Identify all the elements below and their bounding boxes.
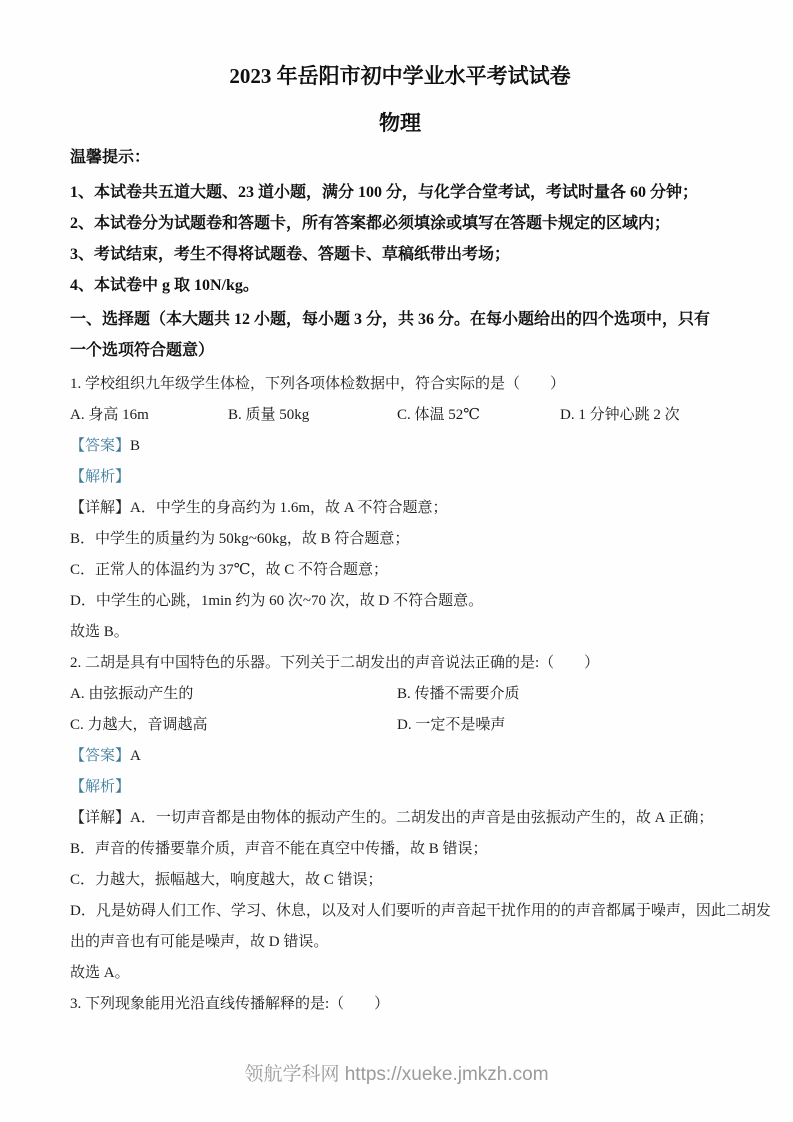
question-2-answer-line (70, 741, 730, 772)
question-2-option-d: D. 一定不是噪声 (397, 717, 506, 733)
question-2-option-a: A. 由弦振动产生的 (70, 686, 194, 702)
question-2-options-row-2 (70, 710, 730, 741)
question-1-answer-line (70, 431, 730, 462)
question-3-stem: 3. 下列现象能用光沿直线传播解释的是:（ ） (70, 996, 390, 1012)
answer-label: 【答案】 (70, 748, 131, 764)
question-2-explanation-b: B．声音的传播要靠介质，声音不能在真空中传播，故 B 错误； (70, 841, 488, 857)
notice-item-4: 4、本试卷中 g 取 10N/kg。 (70, 277, 259, 294)
section-heading-line-2: 一个选项符合题意） (70, 342, 215, 359)
answer-label: 【答案】 (70, 438, 131, 454)
question-1-analysis-label (70, 462, 730, 493)
question-2-conclusion: 故选 A。 (70, 965, 130, 981)
question-2-option-b: B. 传播不需要介质 (397, 686, 520, 702)
question-2-explanation-d-line-1: D．凡是妨碍人们工作、学习、休息，以及对人们要听的声音起干扰作用的的声音都属于噪声，因此二胡发 (70, 903, 771, 919)
page-title: 2023 年岳阳市初中学业水平考试试卷 (229, 64, 571, 88)
question-2-explanation-d-line-2: 出的声音也有可能是噪声，故 D 错误。 (70, 934, 329, 950)
question-1-explanation-a: 【详解】A．中学生的身高约为 1.6m，故 A 不符合题意； (70, 500, 448, 516)
question-2-options-row-1 (70, 679, 730, 710)
question-2-explanation-c: C．力越大，振幅越大，响度越大，故 C 错误； (70, 872, 383, 888)
notice-item-1: 1、本试卷共五道大题、23 道小题，满分 100 分，与化学合堂考试，考试时量各 60 分钟； (70, 184, 699, 201)
question-1-option-a: A. 身高 16m (70, 407, 149, 423)
question-1-explanation-c: C．正常人的体温约为 37℃，故 C 不符合题意； (70, 562, 389, 578)
page-subtitle: 物理 (379, 111, 421, 135)
question-2-stem: 2. 二胡是具有中国特色的乐器。下列关于二胡发出的声音说法正确的是:（ ） (70, 655, 600, 671)
document-body (70, 0, 771, 1020)
question-1-explanation-d: D．中学生的心跳，1min 约为 60 次~70 次，故 D 不符合题意。 (70, 593, 484, 609)
question-2-explanation-a: 【详解】A．一切声音都是由物体的振动产生的。二胡发出的声音是由弦振动产生的，故 A 正确； (70, 810, 714, 826)
watermark-footer: 领航学科网 https://xueke.jmkzh.com (244, 1064, 549, 1085)
section-heading-line-1: 一、选择题（本大题共 12 小题，每小题 3 分，共 36 分。在每小题给出的四个选项中，只有 (70, 311, 711, 328)
question-1-answer-value: B (130, 438, 141, 454)
question-2-answer-value: A (130, 748, 141, 764)
question-2-option-c: C. 力越大，音调越高 (70, 717, 208, 733)
question-1-option-b: B. 质量 50kg (228, 407, 310, 423)
question-1-conclusion: 故选 B。 (70, 624, 129, 640)
notice-item-2: 2、本试卷分为试题卷和答题卡，所有答案都必须填涂或填写在答题卡规定的区域内； (70, 215, 671, 232)
notice-item-3: 3、考试结束，考生不得将试题卷、答题卡、草稿纸带出考场； (70, 246, 511, 263)
question-1-option-d: D. 1 分钟心跳 2 次 (560, 407, 680, 423)
question-2-analysis-label (70, 772, 730, 803)
question-1-options (70, 400, 730, 431)
question-1-stem: 1. 学校组织九年级学生体检，下列各项体检数据中，符合实际的是（ ） (70, 376, 566, 392)
analysis-label: 【解析】 (70, 779, 131, 795)
question-1-explanation-b: B．中学生的质量约为 50kg~60kg，故 B 符合题意； (70, 531, 410, 547)
notice-label: 温馨提示： (70, 149, 151, 166)
analysis-label: 【解析】 (70, 469, 131, 485)
question-1-option-c: C. 体温 52℃ (397, 407, 481, 423)
